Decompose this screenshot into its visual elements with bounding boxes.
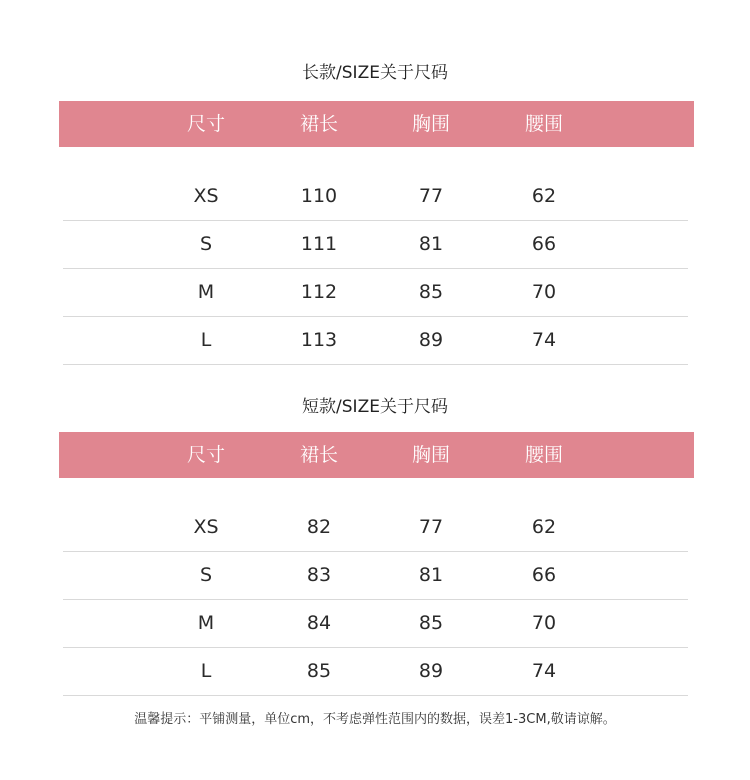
header-waist: 腰围 — [524, 444, 563, 466]
cell-size: S — [199, 233, 213, 255]
cell-waist: 74 — [531, 329, 557, 351]
header-bust: 胸围 — [411, 113, 450, 135]
table-row — [63, 220, 688, 269]
header-size: 尺寸 — [186, 113, 225, 135]
cell-bust: 89 — [418, 329, 444, 351]
cell-bust: 77 — [418, 185, 444, 207]
cell-skirt-length: 82 — [306, 516, 332, 538]
cell-skirt-length: 111 — [300, 233, 338, 255]
table-row — [63, 503, 688, 552]
cell-size: XS — [193, 185, 219, 207]
cell-waist: 62 — [531, 185, 557, 207]
cell-skirt-length: 112 — [300, 281, 338, 303]
table-row — [63, 551, 688, 600]
header-waist: 腰围 — [524, 113, 563, 135]
table-row — [63, 599, 688, 648]
cell-size: XS — [193, 516, 219, 538]
cell-bust: 85 — [418, 612, 444, 634]
cell-bust: 81 — [418, 233, 444, 255]
cell-size: M — [197, 281, 215, 303]
cell-skirt-length: 84 — [306, 612, 332, 634]
cell-size: S — [199, 564, 213, 586]
header-skirt-length: 裙长 — [299, 444, 338, 466]
short-table-header — [59, 432, 694, 478]
cell-waist: 66 — [531, 233, 557, 255]
long-table-header — [59, 101, 694, 147]
cell-skirt-length: 85 — [306, 660, 332, 682]
cell-size: L — [200, 660, 212, 682]
table-row — [63, 172, 688, 221]
cell-waist: 70 — [531, 612, 557, 634]
cell-bust: 85 — [418, 281, 444, 303]
cell-skirt-length: 110 — [300, 185, 338, 207]
short-size-title: 短款/SIZE关于尺码 — [302, 397, 448, 417]
table-row — [63, 316, 688, 365]
header-size: 尺寸 — [186, 444, 225, 466]
header-bust: 胸围 — [411, 444, 450, 466]
cell-waist: 70 — [531, 281, 557, 303]
long-size-title: 长款/SIZE关于尺码 — [302, 63, 448, 83]
cell-bust: 77 — [418, 516, 444, 538]
cell-bust: 81 — [418, 564, 444, 586]
cell-bust: 89 — [418, 660, 444, 682]
measurement-note: 温馨提示：平铺测量，单位cm，不考虑弹性范围内的数据，误差1-3CM,敬请谅解。 — [134, 712, 616, 727]
cell-skirt-length: 83 — [306, 564, 332, 586]
cell-size: L — [200, 329, 212, 351]
table-row — [63, 647, 688, 696]
cell-waist: 62 — [531, 516, 557, 538]
cell-waist: 74 — [531, 660, 557, 682]
cell-waist: 66 — [531, 564, 557, 586]
cell-skirt-length: 113 — [300, 329, 338, 351]
cell-size: M — [197, 612, 215, 634]
table-row — [63, 268, 688, 317]
header-skirt-length: 裙长 — [299, 113, 338, 135]
